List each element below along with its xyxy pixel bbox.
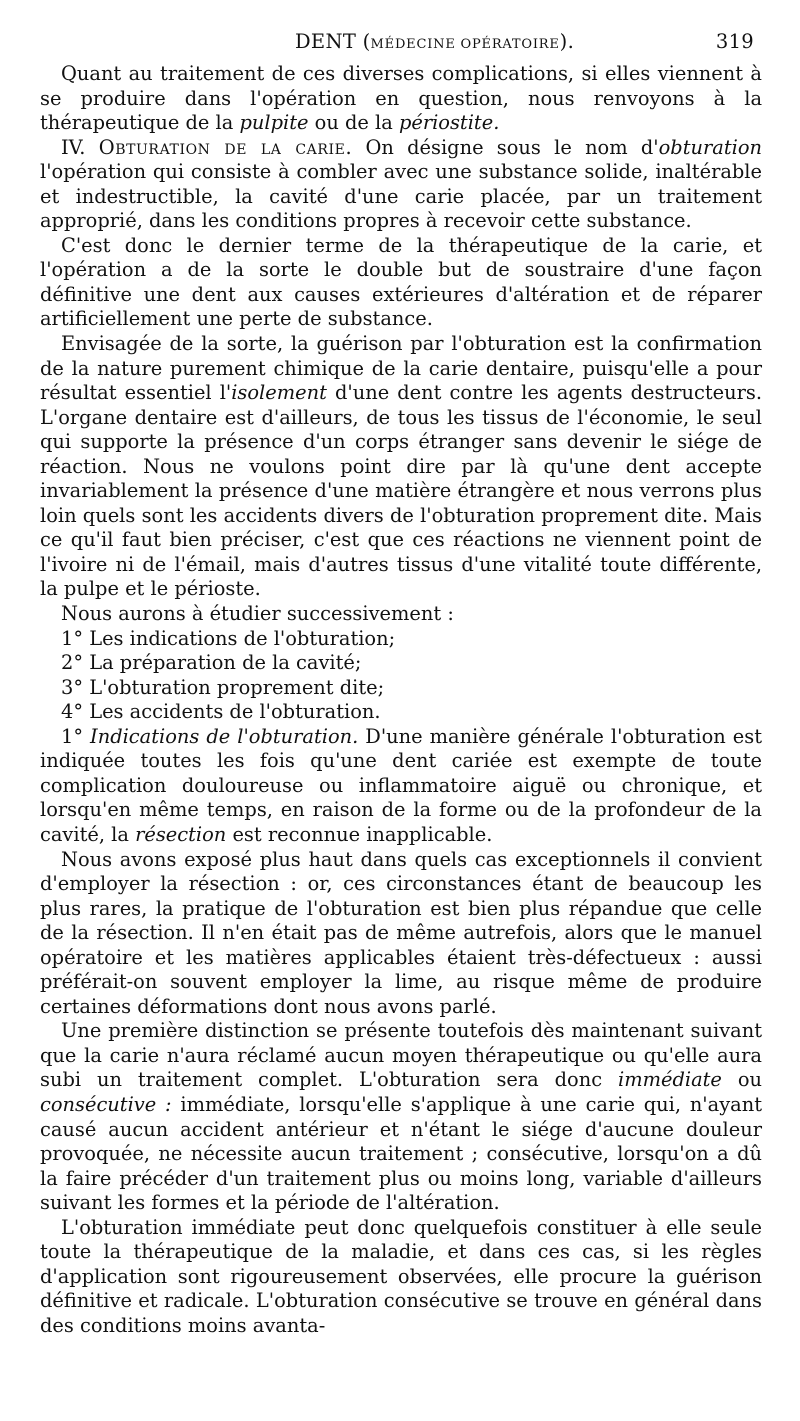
paragraph-complications: Quant au traitement de ces diverses complications, si elles viennent à se produire dans l'opération en question, nous renvoyons à la thérapeutique de la pulpite ou de la périostite. bbox=[40, 62, 762, 135]
list-item: 2° La préparation de la cavité; bbox=[61, 651, 362, 675]
page-number: 319 bbox=[715, 30, 754, 53]
running-title bbox=[295, 30, 574, 53]
term-pulpite: pulpite bbox=[239, 111, 309, 135]
subsection-heading: Indications de l'obturation. bbox=[90, 724, 359, 748]
paragraph-indications: 1° Indications de l'obturation. D'une manière générale l'obturation est indiquée toutes les fois qu'une dent cariée est exempte de toute complication douloureuse ou inflammatoire aiguë ou chronique, et lorsqu'en même temps, en raison de la forme ou de la profondeur de la cavité, la résection est reconnue inapplicable. bbox=[40, 724, 762, 846]
term-periostite: périostite. bbox=[398, 111, 500, 135]
paragraph-envisagee: Envisagée de la sorte, la guérison par l'obturation est la confirmation de la nature purement chimique de la carie dentaire, puisqu'elle a pour résultat essentiel l'isolement d'une dent contre les agents destructeurs. L'organe dentaire est d'ailleurs, de tous les tissus de l'économie, le seul qui supporte la présence d'un corps étranger sans devenir le siége de réaction. Nous ne voulons point dire par là qu'une dent accepte invariablement la présence d'une matière étrangère et nous verrons plus loin quels sont les accidents divers de l'obturation proprement dite. Mais ce qu'il faut bien préciser, c'est que ces réactions ne viennent point de l'ivoire ni de l'émail, mais d'autres tissus d'une vitalité toute différente, la pulpe et le périoste. bbox=[40, 332, 762, 601]
running-header bbox=[40, 30, 760, 60]
term-consecutive: consécutive : bbox=[40, 1092, 172, 1116]
paragraph-resection: Nous avons exposé plus haut dans quels cas exceptionnels il convient d'employer la résection : or, ces circonstances étant de beaucoup les plus rares, la pratique de l'obturation est bien plus répandue que celle de la résection. Il n'en était pas de même autrefois, alors que le manuel opératoire et les matières applicables étaient très-défectueux : aussi préférait-on souvent employer la lime, au risque même de produire certaines déformations dont nous avons parlé. bbox=[40, 847, 762, 1018]
section-number: IV. bbox=[61, 135, 99, 159]
list-item: 3° L'obturation proprement dite; bbox=[61, 675, 385, 699]
paragraph-dernier-terme: C'est donc le dernier terme de la thérapeutique de la carie, et l'opération a de la sorte le double but de soustraire d'une façon définitive une dent aux causes extérieures d'altération et de réparer artificiellement une perte de substance. bbox=[40, 233, 762, 331]
paragraph-plan-intro: Nous aurons à étudier successivement : bbox=[61, 602, 454, 626]
running-title-end: ). bbox=[559, 30, 575, 53]
list-item: 4° Les accidents de l'obturation. bbox=[61, 700, 381, 724]
paragraph-distinction: Une première distinction se présente toutefois dès maintenant suivant que la carie n'aura réclamé aucun moyen thérapeutique ou qu'elle aura subi un traitement complet. L'obturation sera donc immédiate ou consécutive : immédiate, lorsqu'elle s'applique à une carie qui, n'ayant causé aucun accident antérieur et n'étant le siége d'aucune douleur provoquée, ne nécessite aucun traitement ; consécutive, lorsqu'on a dû la faire précéder d'un traitement plus ou moins long, variable d'ailleurs suivant les formes et la période de l'altération. bbox=[40, 1019, 762, 1215]
paragraph-section-iv: IV. Obturation de la carie. On désigne sous le nom d'obturation l'opération qui consiste à combler avec une substance solide, inaltérable et indestructible, la cavité d'une carie placée, par un traitement approprié, dans les conditions propres à recevoir cette substance. bbox=[40, 135, 762, 233]
section-heading: Obturation de la carie. bbox=[98, 135, 353, 159]
term-resection: résection bbox=[135, 822, 227, 846]
term-immediate: immédiate bbox=[618, 1068, 722, 1092]
list-item: 1° Les indications de l'obturation; bbox=[61, 626, 396, 650]
running-title-subject: MÉDECINE OPÉRATOIRE bbox=[370, 37, 560, 52]
term-isolement: isolement bbox=[231, 381, 327, 405]
body-text bbox=[40, 62, 762, 1338]
running-title-main: DENT ( bbox=[295, 30, 371, 53]
term-obturation: obturation bbox=[658, 135, 762, 159]
paragraph-obturation-immediate: L'obturation immédiate peut donc quelquefois constituer à elle seule toute la thérapeutique de la maladie, et dans ces cas, si les règles d'application sont rigoureusement observées, elle procure la guérison définitive et radicale. L'obturation consécutive se trouve en général dans des conditions moins avanta- bbox=[40, 1215, 762, 1337]
